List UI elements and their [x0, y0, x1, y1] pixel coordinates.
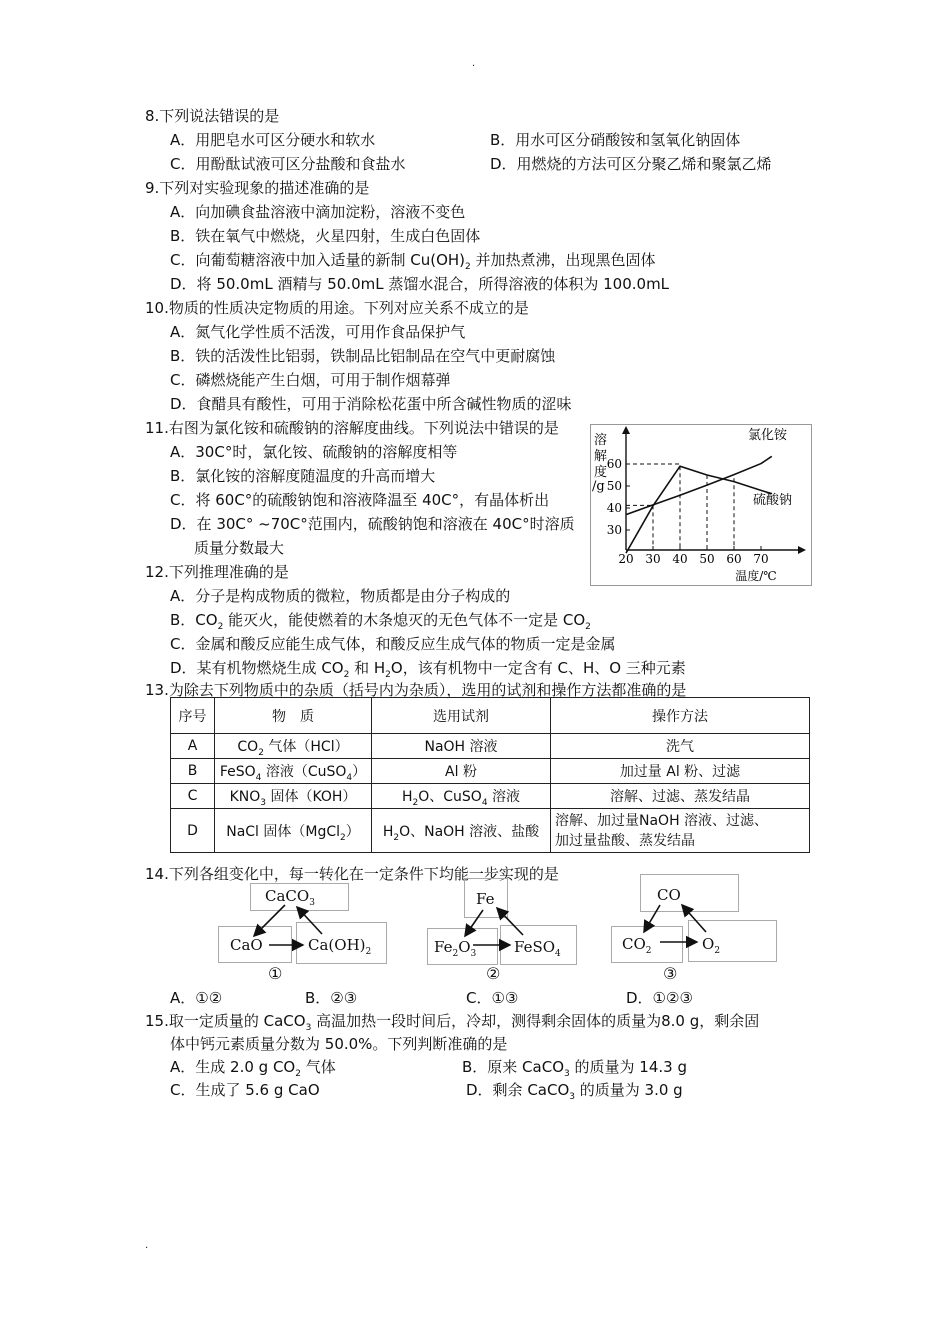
x-tick-label: 50	[699, 552, 715, 566]
q14-option-a: A．①②	[170, 989, 223, 1007]
x-axis-label: 温度/℃	[735, 569, 777, 583]
q15-option-d	[466, 1080, 683, 1100]
cell-no: A	[171, 734, 215, 759]
q15-stem-line1	[145, 1011, 759, 1031]
header-dot: .	[472, 58, 476, 69]
q15-option-b	[462, 1057, 687, 1077]
option-text: D．剩余 CaCO	[466, 1081, 570, 1099]
y-tick-label: 40	[606, 501, 622, 515]
cell-text: 气体（HCl）	[263, 739, 349, 755]
option-text: 的质量为 14.3 g	[569, 1058, 687, 1076]
x-tick-label: 60	[726, 552, 742, 566]
q12-b-pre: B．CO	[170, 611, 218, 629]
footer-dot: .	[145, 1240, 149, 1251]
q9-option-d: D．将 50.0mL 酒精与 50.0mL 蒸馏水混合，所得溶液的体积为 100.0mL	[170, 275, 670, 293]
x-tick-label: 30	[645, 552, 661, 566]
cell-text: H	[401, 789, 413, 805]
option-text: 气体	[300, 1058, 336, 1076]
q14-option-d: D．①②③	[626, 989, 693, 1007]
cell-text: ）	[352, 764, 367, 780]
cell-no: C	[171, 784, 215, 809]
option-text: 的质量为 3.0 g	[575, 1081, 683, 1099]
g2-arrow-fe-fe2o3	[465, 910, 483, 936]
q14-stem: 14.下列各组变化中，每一转化在一定条件下均能一步实现的是	[145, 865, 559, 883]
formula-text: O	[702, 935, 715, 953]
q10-option-c: C．磷燃烧能产生白烟，可用于制作烟幕弹	[170, 371, 451, 389]
y-tick-label: 60	[606, 457, 622, 471]
cell-text: ）	[345, 823, 360, 840]
q12-d-pre: D．某有机物燃烧生成 CO	[170, 659, 344, 677]
g1-arrow-caoh2-caco3	[297, 907, 322, 934]
q11-stem: 11.右图为氯化铵和硫酸钠的溶解度曲线。下列说法中错误的是	[145, 419, 559, 437]
formula-text: Ca(OH)	[308, 936, 366, 954]
formula-text: CO	[622, 935, 646, 953]
cell-method-line1: 溶解、加过量NaOH 溶液、过滤、	[555, 812, 769, 829]
g3-arrow-co-co2	[644, 905, 660, 932]
g1-cao: CaO	[230, 936, 263, 954]
cell-no: B	[171, 759, 215, 784]
q12-d-sub2: 2	[385, 670, 391, 680]
q15-stem-line2: 体中钙元素质量分数为 50.0%。下列判断准确的是	[170, 1035, 508, 1053]
cell-text: H	[382, 823, 394, 840]
q9-stem: 9.下列对实验现象的描述准确的是	[145, 179, 370, 197]
q12-d-mid: 和 H	[349, 659, 386, 677]
q8-option-d: D．用燃烧的方法可区分聚乙烯和聚氯乙烯	[490, 155, 772, 173]
cell-text: 溶液	[487, 789, 521, 805]
g1-label: ①	[268, 964, 283, 983]
q12-b-mid: 能灭火，能使燃着的木条熄灭的无色气体不一定是 CO	[223, 611, 586, 629]
cell-text: 固体（KOH）	[266, 789, 357, 805]
y-axis-label-line4: /g	[592, 479, 605, 494]
cell-text: CO	[237, 739, 259, 755]
q15-stem-sub: 3	[305, 1023, 312, 1033]
y-axis-label-line3: 度	[594, 465, 608, 480]
q8-option-c: C．用酚酞试液可区分盐酸和食盐水	[170, 155, 406, 173]
formula-sub: 3	[470, 949, 477, 959]
q9-c-post: 并加热煮沸，出现黑色固体	[470, 251, 656, 269]
x-tick-label: 40	[672, 552, 688, 566]
series-label-na2so4: 硫酸钠	[753, 493, 793, 508]
q12-option-c: C．金属和酸反应能生成气体，和酸反应生成气体的物质一定是金属	[170, 635, 616, 653]
q11-option-d-line2: 质量分数最大	[194, 539, 285, 557]
q15-stem-text: 15.取一定质量的 CaCO	[145, 1012, 306, 1030]
cell-sub: 4	[481, 798, 488, 808]
q11-option-c: C．将 60C°的硫酸钠饱和溶液降温至 40C°，有晶体析出	[170, 491, 550, 509]
q15-option-a	[170, 1057, 336, 1077]
q12-d-sub1: 2	[343, 670, 350, 680]
formula-text: O	[458, 938, 471, 956]
cell-sub: 2	[393, 832, 400, 843]
formula-text: FeSO	[514, 938, 556, 956]
cell-reagent: Al 粉	[372, 759, 551, 784]
q12-stem: 12.下列推理准确的是	[145, 563, 289, 581]
q11-option-b: B．氯化铵的溶解度随温度的升高而增大	[170, 467, 436, 485]
cell-text: FeSO	[219, 764, 256, 780]
option-sub: 3	[569, 1092, 575, 1102]
q10-option-d: D．食醋具有酸性，可用于消除松花蛋中所含碱性物质的涩味	[170, 395, 572, 413]
q12-b-sub1: 2	[217, 622, 224, 632]
cell-sub: 2	[412, 798, 419, 808]
cell-sub: 2	[340, 832, 346, 843]
formula-sub: 2	[365, 947, 372, 957]
g1-arrow-caco3-cao	[254, 905, 285, 936]
cell-method: 溶解、过滤、蒸发结晶	[551, 784, 810, 809]
q11-option-a: A．30C°时，氯化铵、硫酸钠的溶解度相等	[170, 443, 458, 461]
cell-no: D	[171, 809, 215, 853]
col-header-no: 序号	[171, 698, 215, 734]
q12-b-sub2: 2	[585, 622, 591, 632]
option-sub: 2	[295, 1069, 301, 1079]
q14-option-c: C．①③	[466, 989, 519, 1007]
col-header-method: 操作方法	[551, 698, 810, 734]
x-tick-label: 70	[753, 552, 769, 566]
y-axis-label-line2: 解	[594, 449, 608, 464]
q9-option-b: B．铁在氧气中燃烧，火星四射，生成白色固体	[170, 227, 481, 245]
y-tick-label: 30	[606, 523, 622, 537]
y-tick-label: 50	[606, 479, 622, 493]
cell-text: 溶液（CuSO	[261, 764, 347, 780]
series-label-nh4cl: 氯化铵	[748, 428, 788, 443]
q15-option-c: C．生成了 5.6 g CaO	[170, 1081, 320, 1099]
g3-arrow-o2-co	[682, 905, 706, 932]
cell-sub: 4	[255, 773, 262, 783]
g2-fe: Fe	[476, 890, 495, 908]
q11-option-d-line1: D．在 30C° ~70C°范围内，硫酸钠饱和溶液在 40C°时溶质	[170, 515, 575, 533]
g3-label: ③	[663, 964, 678, 983]
formula-sub: 3	[309, 898, 315, 908]
q8-stem: 8.下列说法错误的是	[145, 107, 280, 125]
q10-stem: 10.物质的性质决定物质的用途。下列对应关系不成立的是	[145, 299, 529, 317]
q12-d-post: O，该有机物中一定含有 C、H、O 三种元素	[390, 659, 686, 677]
option-text: A．生成 2.0 g CO	[170, 1058, 296, 1076]
q15-stem-text: 高温加热一段时间后，冷却，测得剩余固体的质量为8.0 g，剩余固	[311, 1012, 760, 1030]
option-sub: 3	[564, 1069, 570, 1079]
y-axis-label-line1: 溶	[594, 433, 608, 448]
x-tick-label: 20	[618, 552, 634, 566]
formula-sub: 2	[714, 946, 721, 956]
q9-option-a: A．向加碘食盐溶液中滴加淀粉，溶液不变色	[170, 203, 466, 221]
cell-text: O、NaOH 溶液、盐酸	[399, 823, 540, 840]
q13-stem: 13.为除去下列物质中的杂质（括号内为杂质），选用的试剂和操作方法都准确的是	[145, 681, 687, 699]
q12-option-a: A．分子是构成物质的微粒，物质都是由分子构成的	[170, 587, 511, 605]
cell-sub: 4	[346, 773, 353, 783]
q9-c-sub: 2	[465, 262, 471, 272]
q10-option-a: A．氮气化学性质不活泼，可用作食品保护气	[170, 323, 466, 341]
cell-method-line2: 加过量盐酸、蒸发结晶	[555, 832, 695, 849]
g3-co: CO	[657, 886, 681, 904]
cell-text: NaCl 固体（MgCl	[226, 823, 341, 840]
q8-option-a: A．用肥皂水可区分硬水和软水	[170, 131, 376, 149]
cell-text: KNO	[229, 789, 261, 805]
q10-option-b: B．铁的活泼性比铝弱，铁制品比铝制品在空气中更耐腐蚀	[170, 347, 556, 365]
formula-sub: 2	[645, 946, 652, 956]
g2-label: ②	[486, 964, 501, 983]
q8-option-b: B．用水可区分硝酸铵和氢氧化钠固体	[490, 131, 741, 149]
col-header-substance: 物 质	[215, 698, 372, 734]
cell-sub: 3	[260, 798, 266, 808]
g2-arrow-feso4-fe	[497, 908, 523, 935]
formula-text: CaCO	[265, 887, 310, 905]
cell-text: O、CuSO	[418, 789, 482, 805]
cell-reagent: NaOH 溶液	[372, 734, 551, 759]
formula-text: Fe	[434, 938, 453, 956]
formula-sub: 4	[555, 949, 561, 959]
cell-method: 加过量 Al 粉、过滤	[551, 759, 810, 784]
col-header-reagent: 选用试剂	[372, 698, 551, 734]
formula-sub: 2	[452, 949, 459, 959]
q9-c-pre: C．向葡萄糖溶液中加入适量的新制 Cu(OH)	[170, 251, 466, 269]
cell-sub: 2	[258, 748, 264, 758]
cell-method: 洗气	[551, 734, 810, 759]
q14-option-b: B．②③	[305, 989, 358, 1007]
option-text: B．原来 CaCO	[462, 1058, 565, 1076]
